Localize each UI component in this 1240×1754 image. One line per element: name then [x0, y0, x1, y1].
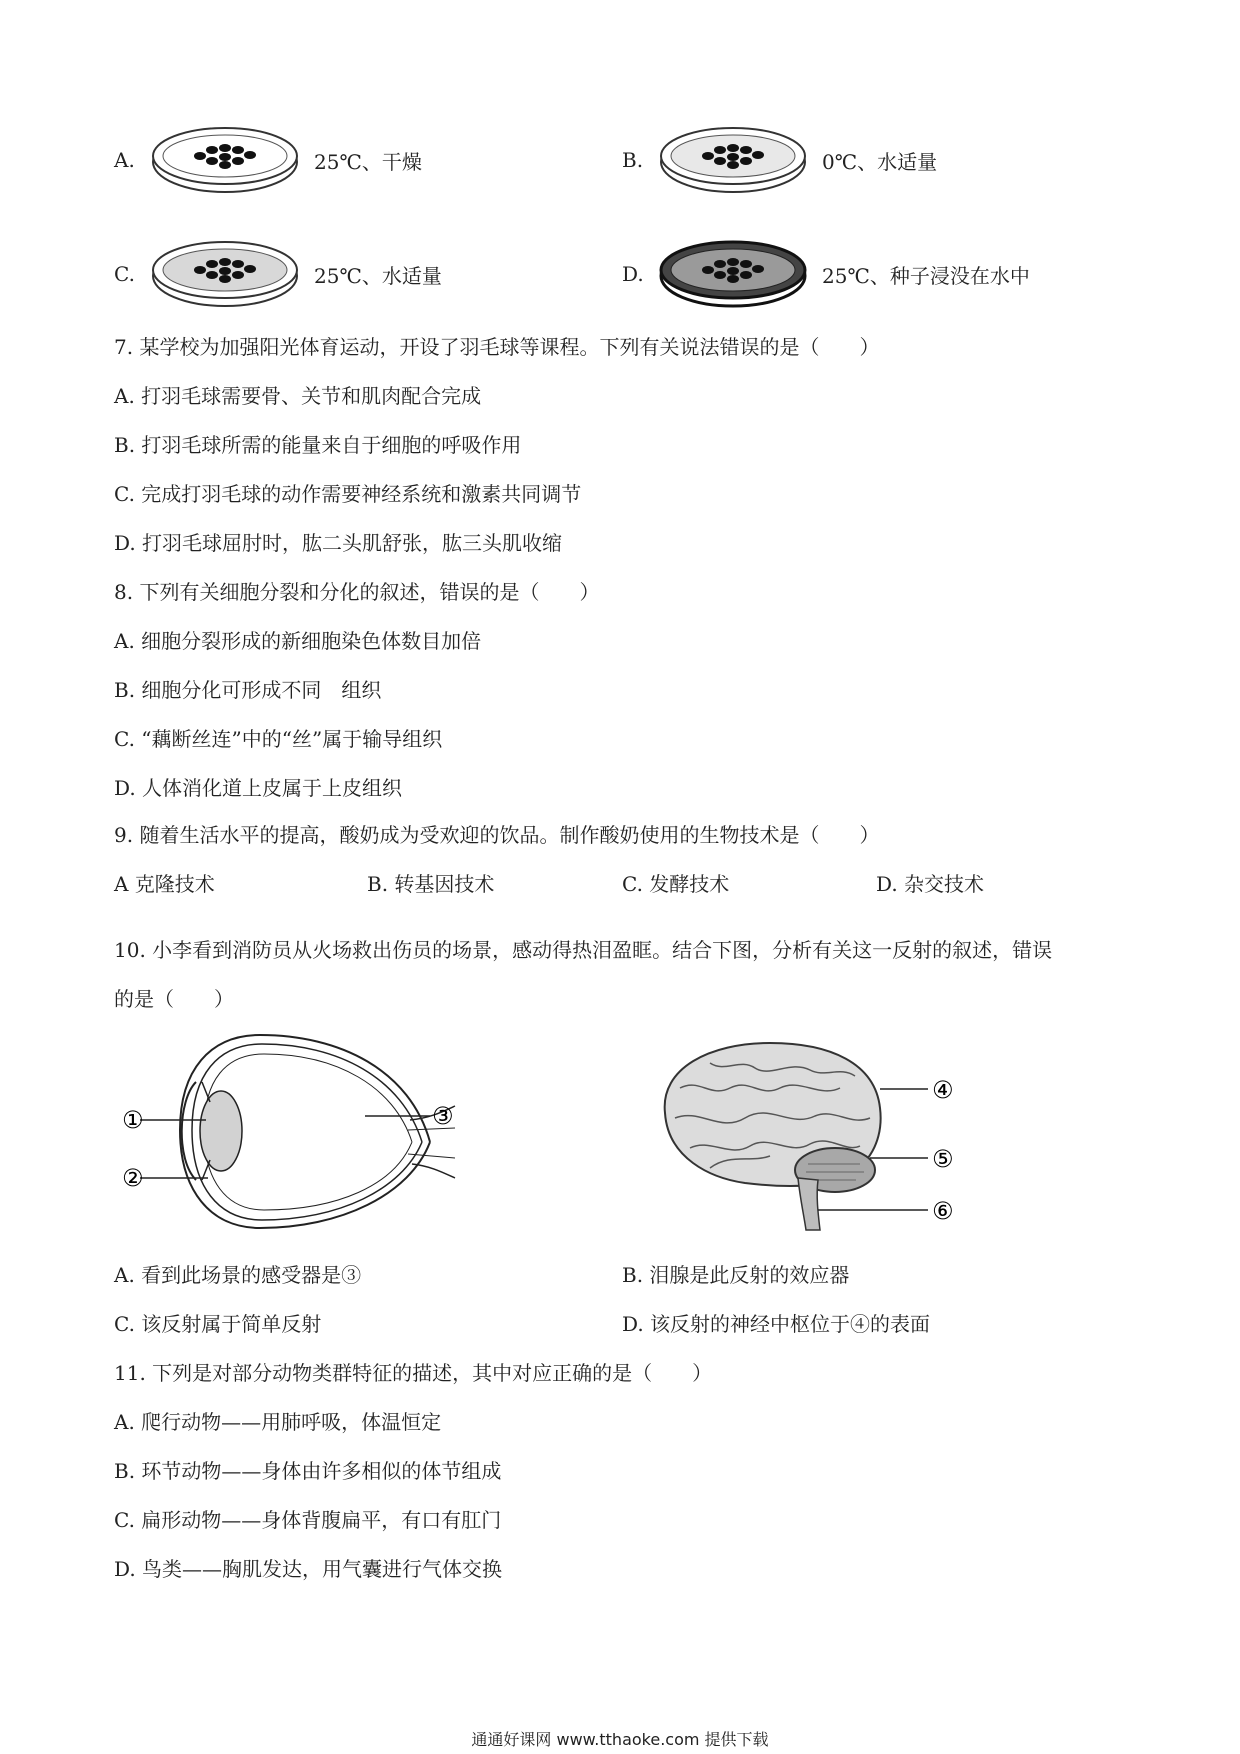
option-condition: 25℃、干燥 — [314, 149, 422, 174]
q7-option-c[interactable]: C. 完成打羽毛球的动作需要神经系统和激素共同调节 — [114, 482, 582, 506]
option-letter: C. — [114, 262, 135, 286]
q7-option-b[interactable]: B. 打羽毛球所需的能量来自于细胞的呼吸作用 — [114, 433, 522, 457]
petri-dish-submerged-icon — [658, 236, 808, 312]
q8-option-d[interactable]: D. 人体消化道上皮属于上皮组织 — [114, 776, 403, 800]
q9-option-c[interactable]: C. 发酵技术 — [622, 872, 730, 896]
eye-label-3: ③ — [432, 1102, 454, 1130]
q9-stem: 9. 随着生活水平的提高，酸奶成为受欢迎的饮品。制作酸奶使用的生物技术是（ ） — [114, 823, 880, 847]
q10-stem-line2: 的是（ ） — [114, 987, 234, 1011]
option-condition: 25℃、水适量 — [314, 263, 442, 288]
q11-option-c[interactable]: C. 扁形动物——身体背腹扁平，有口有肛门 — [114, 1508, 502, 1532]
q10-stem-line1: 10. 小李看到消防员从火场救出伤员的场景，感动得热泪盈眶。结合下图，分析有关这一反射的叙述，错误 — [114, 938, 1053, 962]
option-condition: 25℃、种子浸没在水中 — [822, 263, 1030, 288]
q10-option-a[interactable]: A. 看到此场景的感受器是③ — [114, 1263, 362, 1287]
q9-option-b[interactable]: B. 转基因技术 — [367, 872, 495, 896]
petri-dish-cold-icon — [658, 122, 808, 198]
eye-label-2: ② — [122, 1164, 144, 1192]
q8-option-b[interactable]: B. 细胞分化可形成不同 组织 — [114, 678, 382, 702]
q8-option-a[interactable]: A. 细胞分裂形成的新细胞染色体数目加倍 — [114, 629, 482, 653]
q11-option-a[interactable]: A. 爬行动物——用肺呼吸，体温恒定 — [114, 1410, 442, 1434]
q10-option-d[interactable]: D. 该反射的神经中枢位于④的表面 — [622, 1312, 931, 1336]
option-condition: 0℃、水适量 — [822, 149, 938, 174]
q9-option-a[interactable]: A 克隆技术 — [114, 872, 215, 896]
eye-label-1: ① — [122, 1106, 144, 1134]
q6-option-c[interactable] — [114, 236, 442, 312]
q7-option-a[interactable]: A. 打羽毛球需要骨、关节和肌肉配合完成 — [114, 384, 482, 408]
q6-option-d[interactable] — [622, 236, 1030, 312]
petri-dish-moist-icon — [150, 236, 300, 312]
brain-label-4: ④ — [932, 1076, 954, 1104]
q7-option-d[interactable]: D. 打羽毛球屈肘时，肱二头肌舒张，肱三头肌收缩 — [114, 531, 563, 555]
brain-diagram — [650, 1038, 990, 1238]
q6-option-a[interactable] — [114, 122, 422, 198]
q10-option-b[interactable]: B. 泪腺是此反射的效应器 — [622, 1263, 850, 1287]
q11-stem: 11. 下列是对部分动物类群特征的描述，其中对应正确的是（ ） — [114, 1361, 713, 1385]
eye-diagram — [110, 1030, 454, 1235]
q9-option-d[interactable]: D. 杂交技术 — [876, 872, 985, 896]
q8-option-c[interactable]: C. “藕断丝连”中的“丝”属于输导组织 — [114, 727, 443, 751]
brain-label-6: ⑥ — [932, 1197, 954, 1225]
q7-stem: 7. 某学校为加强阳光体育运动，开设了羽毛球等课程。下列有关说法错误的是（ ） — [114, 335, 880, 359]
q11-option-d[interactable]: D. 鸟类——胸肌发达，用气囊进行气体交换 — [114, 1557, 503, 1581]
option-letter: B. — [622, 148, 644, 172]
q10-option-c[interactable]: C. 该反射属于简单反射 — [114, 1312, 322, 1336]
q6-option-b[interactable] — [622, 122, 937, 198]
page-footer: 通通好课网 www.tthaoke.com 提供下载 — [471, 1730, 769, 1749]
q11-option-b[interactable]: B. 环节动物——身体由许多相似的体节组成 — [114, 1459, 502, 1483]
option-letter: D. — [622, 262, 644, 286]
option-letter: A. — [114, 148, 135, 172]
brain-label-5: ⑤ — [932, 1145, 954, 1173]
q8-stem: 8. 下列有关细胞分裂和分化的叙述，错误的是（ ） — [114, 580, 600, 604]
petri-dish-dry-icon — [150, 122, 300, 198]
